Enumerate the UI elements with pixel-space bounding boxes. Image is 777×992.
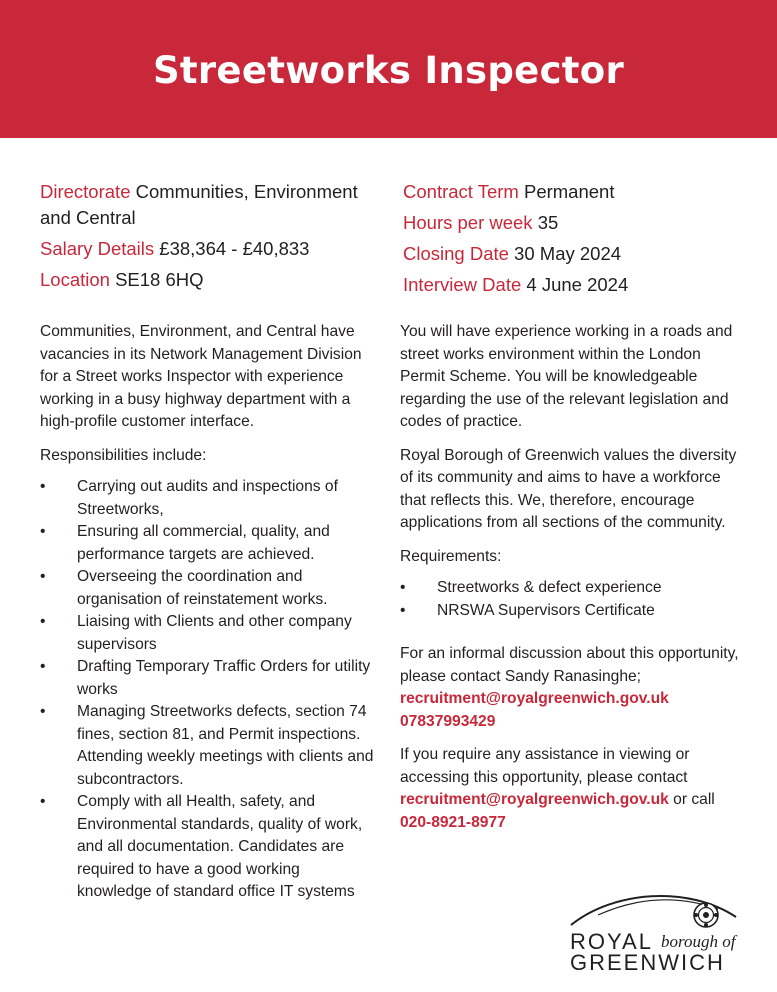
detail-label: Salary Details	[40, 238, 155, 259]
detail-label: Interview Date	[403, 274, 522, 295]
bullet-icon: •	[40, 523, 46, 540]
responsibilities-list	[40, 476, 375, 904]
detail-hours	[403, 210, 743, 236]
detail-closing-date	[403, 241, 743, 267]
list-item: • Drafting Temporary Traffic Orders for utility works	[40, 658, 371, 698]
list-item: • Overseeing the coordination and organisation of reinstatement works.	[40, 568, 328, 608]
detail-value: SE18 6HQ	[109, 269, 204, 290]
detail-location	[40, 267, 375, 293]
detail-label: Hours per week	[403, 212, 533, 233]
right-body	[400, 321, 740, 845]
detail-salary	[40, 236, 375, 262]
assist-or-text: or call	[668, 791, 715, 808]
list-item: • Comply with all Health, safety, and Environmental standards, quality of work, and all documentation. Candidates are required to have a good working knowledge of standard office IT systems	[40, 793, 363, 900]
assistance-paragraph	[400, 744, 740, 834]
bullet-icon: •	[40, 478, 46, 495]
details-right	[403, 179, 743, 303]
bullet-icon: •	[400, 579, 406, 596]
detail-interview-date	[403, 272, 743, 298]
swoosh-crest-icon	[568, 885, 743, 930]
bullet-icon: •	[40, 568, 46, 585]
list-item: • Managing Streetworks defects, section 74 fines, section 81, and Permit inspections. Attending weekly meetings with clients and subcontractors.	[40, 703, 374, 788]
details-left	[40, 179, 375, 298]
intro-paragraph: Communities, Environment, and Central have vacancies in its Network Management Division for a Street works Inspector with experience working in a busy highway department with a high-profile customer interface.	[40, 323, 362, 430]
contact-email-link[interactable]: recruitment@royalgreenwich.gov.uk	[400, 690, 669, 707]
assist-email-link[interactable]: recruitment@royalgreenwich.gov.uk	[400, 791, 669, 808]
detail-label: Directorate	[40, 181, 131, 202]
list-item: • Carrying out audits and inspections of Streetworks,	[40, 478, 338, 518]
experience-paragraph: You will have experience working in a roads and street works environment within the London Permit Scheme. You will be knowledgeable regarding the use of the relevant legislation and codes of practice.	[400, 323, 733, 430]
detail-value: Permanent	[518, 181, 615, 202]
assist-text: If you require any assistance in viewing or accessing this opportunity, please contact	[400, 746, 690, 786]
requirements-heading: Requirements:	[400, 547, 502, 565]
responsibilities-heading: Responsibilities include:	[40, 446, 207, 464]
bullet-icon: •	[40, 658, 46, 675]
detail-value: Communities, Environment and Central	[40, 181, 358, 228]
contact-text: For an informal discussion about this opportunity, please contact Sandy Ranasinghe;	[400, 645, 739, 685]
bullet-icon: •	[400, 601, 406, 619]
list-item: • Streetworks & defect experience	[400, 577, 740, 600]
bullet-icon: •	[40, 793, 46, 810]
detail-value: 30 May 2024	[508, 243, 622, 264]
royal-greenwich-logo	[568, 885, 743, 980]
header-banner	[0, 0, 777, 138]
detail-label: Closing Date	[403, 243, 509, 264]
left-body	[40, 321, 375, 904]
detail-value: £38,364 - £40,833	[154, 238, 310, 259]
contact-paragraph	[400, 643, 740, 733]
detail-directorate	[40, 179, 375, 231]
list-item: • Liaising with Clients and other company supervisors	[40, 613, 352, 653]
detail-value: 35	[532, 212, 559, 233]
detail-value: 4 June 2024	[521, 274, 629, 295]
list-item: • NRSWA Supervisors Certificate	[400, 600, 740, 623]
logo-greenwich-text: GREENWICH	[570, 950, 725, 975]
diversity-paragraph: Royal Borough of Greenwich values the diversity of its community and aims to have a workforce that reflects this. We, therefore, encourage applications from all sections of the community.	[400, 446, 737, 531]
list-item: • Ensuring all commercial, quality, and performance targets are achieved.	[40, 523, 330, 563]
detail-contract-term	[403, 179, 743, 205]
logo-royal-text: ROYAL	[570, 929, 653, 954]
requirements-list	[400, 577, 740, 622]
bullet-icon: •	[40, 613, 46, 630]
page-title: Streetworks Inspector	[152, 48, 625, 92]
contact-phone-link[interactable]: 07837993429	[400, 712, 496, 730]
logo-borough-text: borough of	[661, 932, 736, 951]
bullet-icon: •	[40, 703, 46, 720]
detail-label: Location	[40, 269, 110, 290]
detail-label: Contract Term	[403, 181, 519, 202]
assist-phone-link[interactable]: 020-8921-8977	[400, 813, 506, 831]
